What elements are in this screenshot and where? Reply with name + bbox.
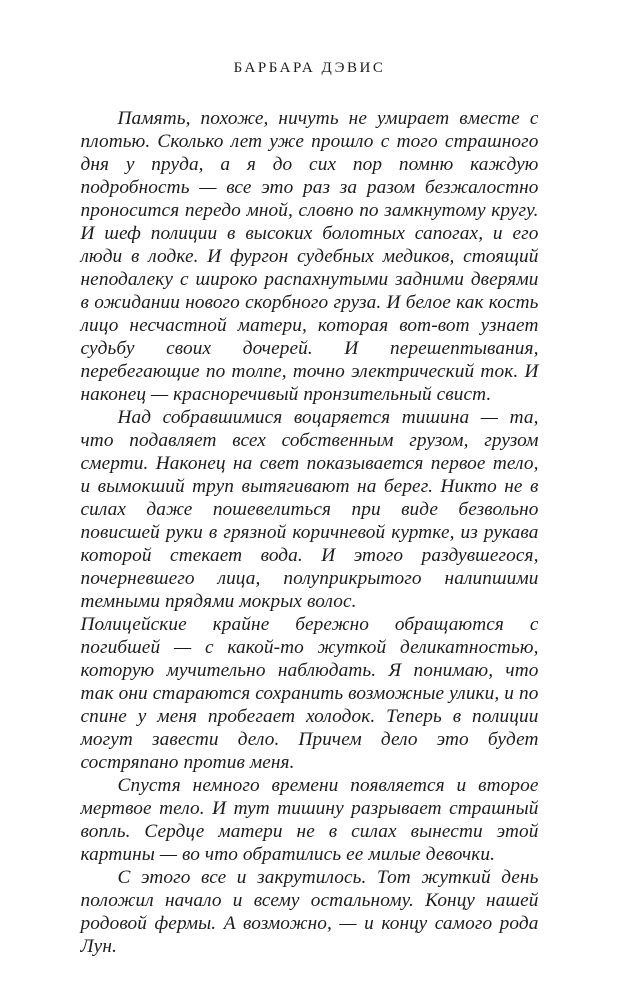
paragraph-3: Полицейские крайне бережно обращаются с погибшей — с какой-то жуткой деликатностью, которую мучительно наблюдать. Я понимаю, что так они стараются сохранить возможные улики, и по спине у меня пробегает холодок. Теперь в полиции могут завести дело. Причем дело это будет состряпано против меня. [80, 614, 539, 773]
text-block [81, 107, 539, 958]
paragraph-4: Спустя немного времени появляется и второе мертвое тело. И тут тишину разрывает страшный вопль. Сердце матери не в силах вынести этой картины — во что обратились ее милые девочки. [80, 775, 539, 865]
author-header: БАРБАРА ДЭВИС [233, 60, 386, 76]
paragraph-2: Над собравшимися воцаряется тишина — та, что подавляет всех собственным грузом, грузом смерти. Наконец на свет показывается первое тело, и вымокший труп вытягивают на берег. Никто не в силах даже пошевелиться при виде безвольно повисшей руки в грязной коричневой куртке, из рукава которой стекает вода. И этого раздувшегося, почерневшего лица, полуприкрытого налипшими темными прядями мокрых волос. [80, 407, 539, 612]
paragraph-1: Память, похоже, ничуть не умирает вместе с плотью. Сколько лет уже прошло с того страшного дня у пруда, а я до сих пор помню каждую подробность — все это раз за разом безжалостно проносится передо мной, словно по замкнутому кругу. И шеф полиции в высоких болотных сапогах, и его люди в лодке. И фургон судебных медиков, стоящий неподалеку с широко распахнутыми задними дверями в ожидании нового скорбного груза. И белое как кость лицо несчастной матери, которая вот-вот узнает судьбу своих дочерей. И перешептывания, перебегающие по толпе, точно электрический ток. И наконец — красноречивый пронзительный свист. [80, 108, 539, 405]
paragraph-5: С этого все и закрутилось. Тот жуткий день положил начало и всему остальному. Концу нашей родовой фермы. А возможно, — и концу самого рода Лун. [80, 867, 539, 957]
